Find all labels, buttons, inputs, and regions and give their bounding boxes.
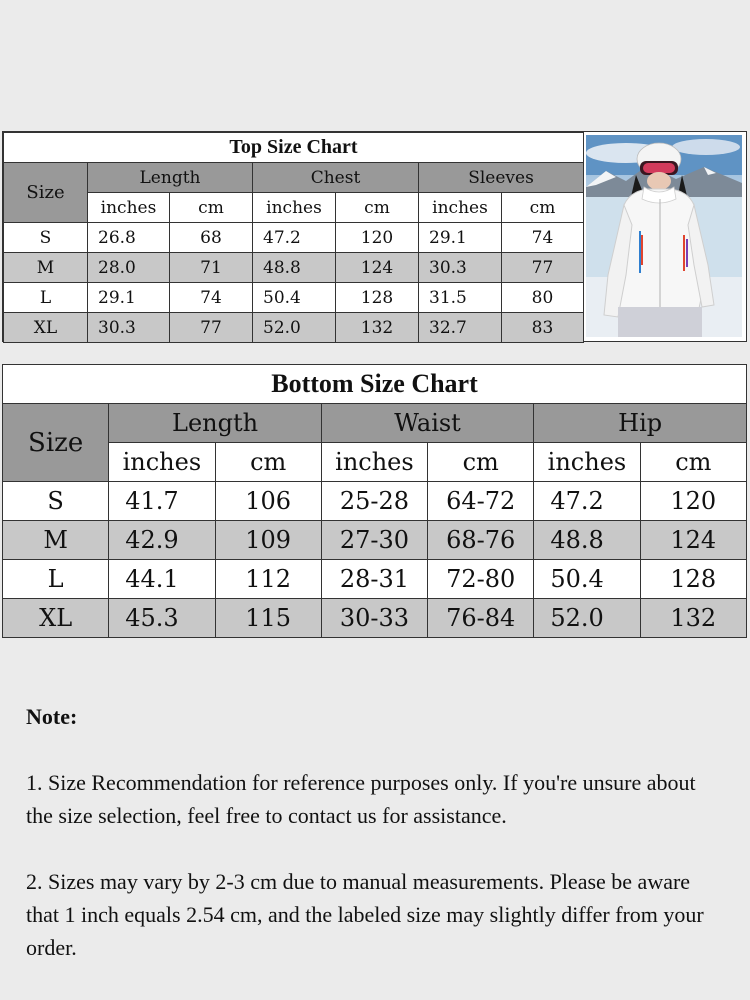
bottom-value-cell: 47.2 (534, 482, 640, 521)
bottom-unit-header: cm (428, 443, 534, 482)
top-value-cell: 29.1 (419, 223, 502, 253)
top-value-cell: 48.8 (253, 253, 336, 283)
top-group-chest: Chest (253, 163, 419, 193)
bottom-value-cell: 72-80 (428, 560, 534, 599)
top-size-table (3, 132, 584, 343)
bottom-value-cell: 42.9 (109, 521, 215, 560)
top-value-cell: 29.1 (88, 283, 170, 313)
bottom-table-row (3, 521, 747, 560)
bottom-value-cell: 45.3 (109, 599, 215, 638)
bottom-value-cell: 115 (215, 599, 321, 638)
bottom-size-cell: S (3, 482, 109, 521)
top-value-cell: 28.0 (88, 253, 170, 283)
top-value-cell: 80 (502, 283, 584, 313)
top-group-sleeves: Sleeves (419, 163, 584, 193)
notes-section (26, 700, 726, 997)
bottom-unit-header: inches (534, 443, 640, 482)
top-value-cell: 132 (336, 313, 419, 343)
bottom-table-row (3, 560, 747, 599)
top-value-cell: 120 (336, 223, 419, 253)
bottom-value-cell: 41.7 (109, 482, 215, 521)
top-value-cell: 128 (336, 283, 419, 313)
top-unit-header: cm (336, 193, 419, 223)
top-value-cell: 83 (502, 313, 584, 343)
product-photo (586, 135, 742, 337)
bottom-value-cell: 64-72 (428, 482, 534, 521)
top-value-cell: 124 (336, 253, 419, 283)
bottom-size-cell: M (3, 521, 109, 560)
top-value-cell: 30.3 (88, 313, 170, 343)
top-size-header: Size (4, 163, 88, 223)
top-unit-header: inches (253, 193, 336, 223)
top-value-cell: 74 (170, 283, 253, 313)
bottom-value-cell: 25-28 (321, 482, 427, 521)
top-unit-header: cm (170, 193, 253, 223)
bottom-value-cell: 76-84 (428, 599, 534, 638)
bottom-size-cell: XL (3, 599, 109, 638)
bottom-unit-header: cm (215, 443, 321, 482)
top-group-length: Length (88, 163, 253, 193)
top-size-cell: M (4, 253, 88, 283)
top-value-cell: 32.7 (419, 313, 502, 343)
bottom-value-cell: 50.4 (534, 560, 640, 599)
bottom-size-header: Size (3, 404, 109, 482)
bottom-value-cell: 27-30 (321, 521, 427, 560)
bottom-value-cell: 124 (640, 521, 746, 560)
top-chart-title: Top Size Chart (4, 133, 584, 163)
bottom-value-cell: 68-76 (428, 521, 534, 560)
bottom-value-cell: 48.8 (534, 521, 640, 560)
bottom-value-cell: 44.1 (109, 560, 215, 599)
bottom-value-cell: 28-31 (321, 560, 427, 599)
top-table-row (4, 223, 584, 253)
ski-jacket-illustration (586, 135, 742, 337)
top-value-cell: 68 (170, 223, 253, 253)
top-value-cell: 77 (502, 253, 584, 283)
top-table-row (4, 253, 584, 283)
top-value-cell: 52.0 (253, 313, 336, 343)
top-size-chart (2, 131, 747, 342)
top-unit-header: inches (419, 193, 502, 223)
bottom-size-cell: L (3, 560, 109, 599)
top-size-cell: L (4, 283, 88, 313)
top-table-row (4, 283, 584, 313)
bottom-value-cell: 109 (215, 521, 321, 560)
bottom-group-length: Length (109, 404, 322, 443)
bottom-group-hip: Hip (534, 404, 747, 443)
bottom-value-cell: 52.0 (534, 599, 640, 638)
notes-title: Note: (26, 704, 78, 729)
top-unit-header: cm (502, 193, 584, 223)
top-size-cell: S (4, 223, 88, 253)
top-value-cell: 50.4 (253, 283, 336, 313)
note-item: 2. Sizes may vary by 2-3 cm due to manual measurements. Please be aware that 1 inch equals 2.54 cm, and the labeled size may slightly differ from your order. (26, 869, 704, 960)
top-value-cell: 71 (170, 253, 253, 283)
bottom-unit-header: inches (321, 443, 427, 482)
note-item: 1. Size Recommendation for reference purposes only. If you're unsure about the size selection, feel free to contact us for assistance. (26, 770, 696, 828)
top-value-cell: 30.3 (419, 253, 502, 283)
bottom-value-cell: 112 (215, 560, 321, 599)
bottom-value-cell: 120 (640, 482, 746, 521)
bottom-group-waist: Waist (321, 404, 534, 443)
top-value-cell: 77 (170, 313, 253, 343)
bottom-unit-header: inches (109, 443, 215, 482)
top-unit-header: inches (88, 193, 170, 223)
top-value-cell: 74 (502, 223, 584, 253)
top-value-cell: 31.5 (419, 283, 502, 313)
bottom-unit-header: cm (640, 443, 746, 482)
top-size-cell: XL (4, 313, 88, 343)
top-value-cell: 26.8 (88, 223, 170, 253)
top-value-cell: 47.2 (253, 223, 336, 253)
bottom-value-cell: 128 (640, 560, 746, 599)
bottom-size-table (2, 364, 747, 638)
bottom-table-row (3, 482, 747, 521)
bottom-value-cell: 132 (640, 599, 746, 638)
top-table-row (4, 313, 584, 343)
bottom-value-cell: 106 (215, 482, 321, 521)
bottom-value-cell: 30-33 (321, 599, 427, 638)
bottom-table-row (3, 599, 747, 638)
bottom-chart-title: Bottom Size Chart (3, 365, 747, 404)
